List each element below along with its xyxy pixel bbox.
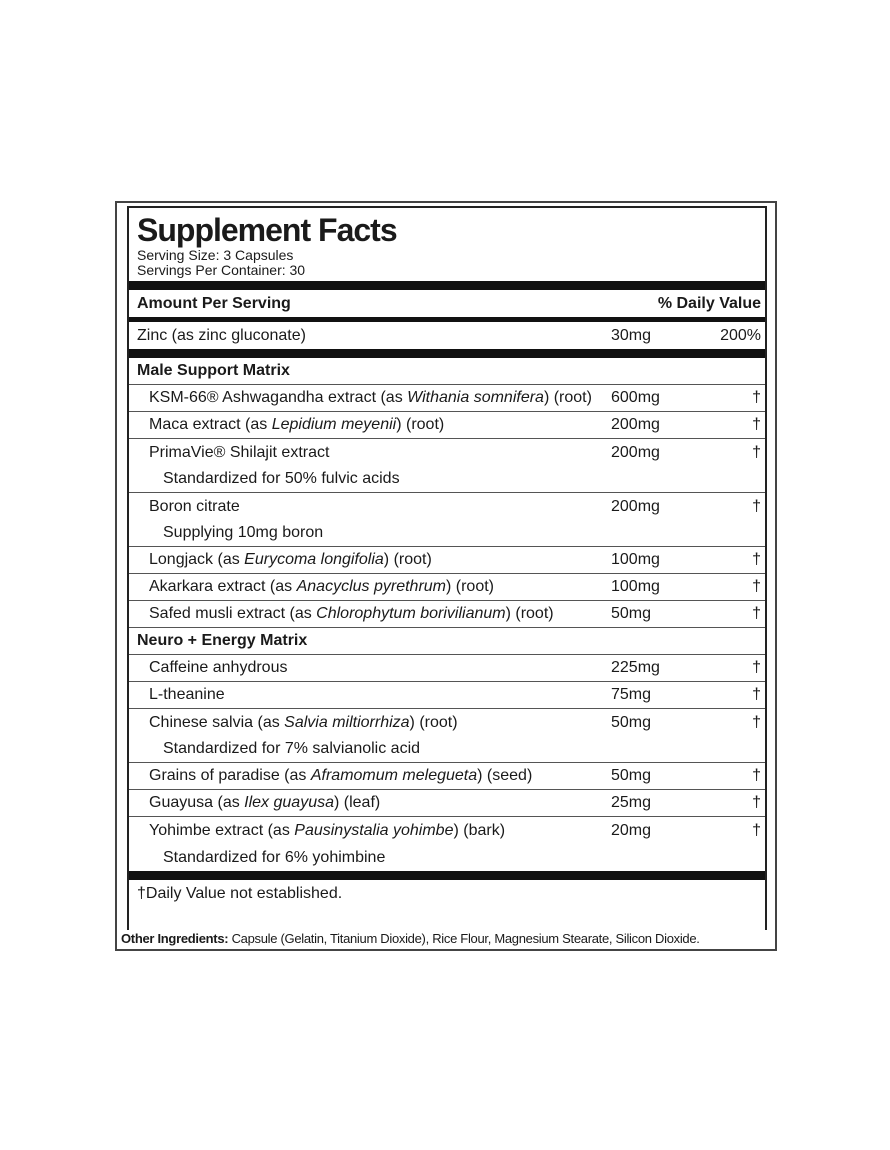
ingredient-row: PrimaVie® Shilajit extract 200mg † xyxy=(149,443,761,461)
facts-title: Supplement Facts xyxy=(137,212,397,248)
ingredient-row: Longjack (as Eurycoma longifolia) (root) 100mg † xyxy=(129,547,765,574)
facts-panel xyxy=(127,206,767,930)
ingredient-row: Grains of paradise (as Aframomum melegueta) (seed) 50mg † xyxy=(129,763,765,790)
ingredient-row-zinc: Zinc (as zinc gluconate) 30mg 200% xyxy=(137,326,761,344)
serving-size: Serving Size: 3 Capsules xyxy=(137,247,294,263)
ingredient-subrow: Standardized for 7% salvianolic acid xyxy=(129,736,765,763)
servings-per-container: Servings Per Container: 30 xyxy=(137,262,306,278)
ingredient-row: Yohimbe extract (as Pausinystalia yohimbe) (bark) 20mg † xyxy=(149,821,761,839)
column-header-row xyxy=(129,290,765,317)
ingredient-subrow: Standardized for 6% yohimbine xyxy=(163,848,386,866)
amount-per-serving-header: Amount Per Serving xyxy=(137,294,291,312)
section-male-support: Male Support Matrix xyxy=(129,358,765,385)
ingredient-row: KSM-66® Ashwagandha extract (as Withania somnifera) (root) 600mg † xyxy=(129,385,765,412)
ingredient-row: Caffeine anhydrous 225mg † xyxy=(129,655,765,682)
supplement-facts-label xyxy=(115,201,777,951)
ingredient-row: Boron citrate 200mg † xyxy=(149,497,761,515)
other-ingredients-text: Capsule (Gelatin, Titanium Dioxide), Rice Flour, Magnesium Stearate, Silicon Dioxide. xyxy=(228,931,700,946)
ingredient-subrow: Supplying 10mg boron xyxy=(129,520,765,547)
other-ingredients-label: Other Ingredients: xyxy=(121,931,229,946)
ingredient-row: Chinese salvia (as Salvia miltiorrhiza) (root) 50mg † xyxy=(149,713,761,731)
divider-thick xyxy=(129,871,765,880)
section-neuro-energy: Neuro + Energy Matrix xyxy=(129,628,765,655)
daily-value-footnote: †Daily Value not established. xyxy=(137,885,343,902)
ingredient-row: Safed musli extract (as Chlorophytum borivilianum) (root) 50mg † xyxy=(129,601,765,628)
ingredient-row: L-theanine 75mg † xyxy=(129,682,765,709)
other-ingredients xyxy=(121,928,700,950)
divider-thick xyxy=(129,281,765,290)
ingredient-subrow: Standardized for 50% fulvic acids xyxy=(129,466,765,493)
ingredient-row: Guayusa (as Ilex guayusa) (leaf) 25mg † xyxy=(129,790,765,817)
ingredient-row: Maca extract (as Lepidium meyenii) (root) 200mg † xyxy=(129,412,765,439)
divider-thick xyxy=(129,349,765,358)
daily-value-header: % Daily Value xyxy=(657,294,761,312)
ingredient-row: Akarkara extract (as Anacyclus pyrethrum) (root) 100mg † xyxy=(129,574,765,601)
